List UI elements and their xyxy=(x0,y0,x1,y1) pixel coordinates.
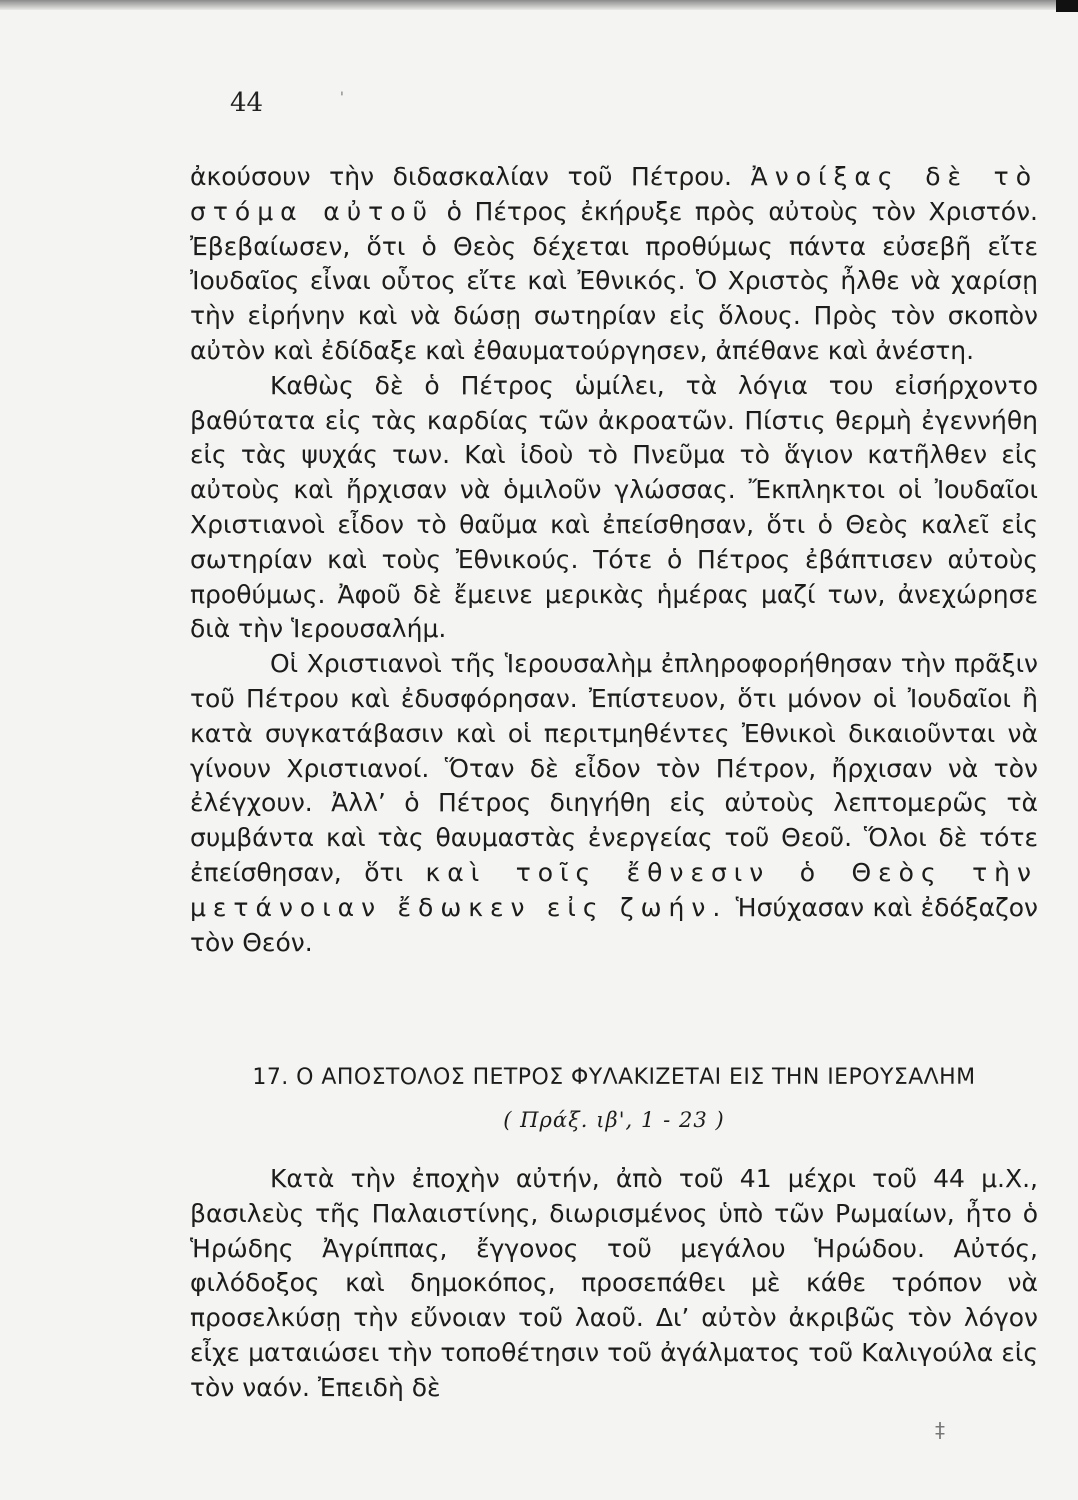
paragraph: Κατὰ τὴν ἐποχὴν αὐτήν, ἀπὸ τοῦ 41 μέχρι τοῦ 44 μ.Χ., βασιλεὺς τῆς Παλαιστίνης, διωρισμένος ὑπὸ τῶν Ρωμαίων, ἦτο ὁ Ἡρώδης Ἀγρίππας, ἔγγονος τοῦ μεγάλου Ἡρώδου. Αὐτός, φιλόδοξος καὶ δημοκόπος, προσεπάθει μὲ κάθε τρόπον νὰ προσελκύσῃ τὴν εὔνοιαν τοῦ λαοῦ. Δι’ αὐτὸν ἀκριβῶς τὸν λόγον εἶχε ματαιώσει τὴν τοποθέτησιν τοῦ ἀγάλματος τοῦ Καλιγούλα εἰς τὸν ναόν. Ἐπειδὴ δὲ xyxy=(190,1164,1038,1402)
paragraph xyxy=(190,160,1038,369)
text-run: Ἡσύχασαν καὶ ἐδόξαζον τὸν Θεόν. xyxy=(190,892,1038,957)
body-text xyxy=(190,160,1038,960)
section-body-text xyxy=(190,1162,1038,1406)
section-heading: 17. Ο ΑΠΟΣΤΟΛΟΣ ΠΕΤΡΟΣ ΦΥΛΑΚΙΖΕΤΑΙ ΕΙΣ ΤΗΝ ΙΕΡΟΥΣΑΛΗΜ xyxy=(252,1065,976,1090)
paragraph xyxy=(190,369,1038,647)
text-run: Οἱ Χριστιανοὶ τῆς Ἱερουσαλὴμ ἐπληροφορήθησαν τὴν πρᾶξιν τοῦ Πέτρου καὶ ἐδυσφόρησαν. Ἐπίστευον, ὅτι μόνον οἱ Ἰουδαῖοι ἢ κατὰ συγκατάβασιν καὶ οἱ περιτμηθέντες Ἐθνικοὶ δικαιοῦνται νὰ γίνουν Χριστιανοί. Ὅταν δὲ εἶδον τὸν Πέτρον, ἤρχισαν νὰ τὸν ἐλέγχουν. Ἀλλ’ ὁ Πέτρος διηγήθη εἰς αὐτοὺς λεπτομερῶς τὰ συμβάντα καὶ τὰς θαυμαστὰς ἐνεργείας τοῦ Θεοῦ. Ὅλοι δὲ τότε ἐπείσθησαν, ὅτι xyxy=(190,649,1038,887)
text-run: ἀκούσουν τὴν διδασκαλίαν τοῦ Πέτρου. xyxy=(190,162,751,191)
scripture-reference: ( Πράξ. ιβ', 1 - 23 ) xyxy=(503,1108,725,1132)
scan-speck: ' xyxy=(340,90,344,106)
paragraph xyxy=(190,647,1038,960)
text-run: Καθὼς δὲ ὁ Πέτρος ὡμίλει, τὰ λόγια του εἰσήρχοντο βαθύτατα εἰς τὰς καρδίας τῶν ἀκροατῶν. Πίστις θερμὴ ἐγεννήθη εἰς τὰς ψυχάς των. Καὶ ἰδοὺ τὸ Πνεῦμα τὸ ἅγιον κατῆλθεν εἰς αὐτοὺς καὶ ἤρχισαν νὰ ὁμιλοῦν γλώσσας. Ἔκπληκτοι οἱ Ἰουδαῖοι Χριστιανοὶ εἶδον τὸ θαῦμα καὶ ἐπείσθησαν, ὅτι ὁ Θεὸς καλεῖ εἰς σωτηρίαν καὶ τοὺς Ἐθνικούς. Τότε ὁ Πέτρος ἐβάπτισεν αὐτοὺς προθύμως. Ἀφοῦ δὲ ἔμεινε μερικὰς ἡμέρας μαζί των, ἀνεχώρησε διὰ τὴν Ἱερουσαλήμ. xyxy=(190,370,1038,644)
text-run: ὁ Πέτρος ἐκήρυξε πρὸς αὐτοὺς τὸν Χριστόν. Ἐβεβαίωσεν, ὅτι ὁ Θεὸς δέχεται προθύμως πάντα εὐσεβῆ εἴτε Ἰουδαῖος εἶναι οὗτος εἴτε καὶ Ἐθνικός. Ὁ Χριστὸς ἦλθε νὰ χαρίσῃ τὴν εἰρήνην καὶ νὰ δώσῃ σωτηρίαν εἰς ὅλους. Πρὸς τὸν σκοπὸν αὐτὸν καὶ ἐδίδαξε καὶ ἐθαυματούργησεν, ἀπέθανε καὶ ἀνέστη. xyxy=(190,196,1039,365)
scan-speck: ‡ xyxy=(935,1418,945,1442)
spaced-emphasis-text: Ἀνοίξας δὲ τὸ στόμα αὐτοῦ xyxy=(190,162,1038,226)
page-number: 44 xyxy=(230,88,264,118)
spaced-emphasis-text: καὶ τοῖς ἔθνεσιν ὁ Θεὸς τὴν μετάνοιαν ἔδωκεν εἰς ζωήν. xyxy=(190,857,1038,922)
scan-corner-mark xyxy=(1056,0,1078,12)
scan-top-edge xyxy=(0,0,1078,10)
